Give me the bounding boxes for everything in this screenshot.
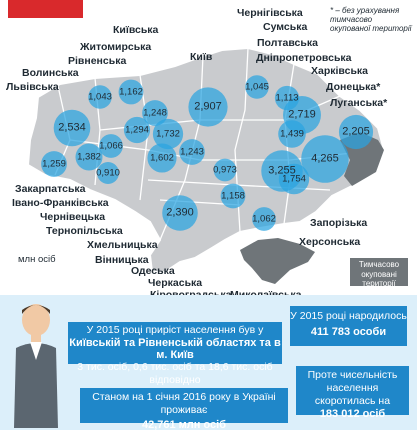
region-name-label: Донецька* bbox=[326, 81, 381, 93]
population-line-2: 42,761 млн осіб bbox=[141, 419, 227, 430]
region-name-label: Сумська bbox=[263, 21, 308, 33]
region-name-label: Київська bbox=[113, 24, 159, 36]
bubble-value-label: 1,294 bbox=[125, 124, 149, 136]
region-name-label: Житомирська bbox=[80, 41, 152, 53]
region-name-label: Хмельницька bbox=[87, 239, 158, 251]
bubble-value-label: 1,439 bbox=[280, 128, 304, 140]
bubble-value-label: 4,265 bbox=[311, 152, 339, 165]
bubble-value-label: 2,205 bbox=[342, 125, 370, 138]
region-name-label: Київ bbox=[190, 51, 213, 63]
population-line-1: Станом на 1 січня 2016 року в Україні проживає bbox=[92, 391, 276, 417]
region-name-label: Закарпатська bbox=[15, 183, 86, 195]
region-name-label: Тернопільська bbox=[46, 225, 123, 237]
decline-info-box bbox=[296, 366, 409, 421]
bubble-value-label: 0,973 bbox=[213, 164, 237, 176]
region-name-label: Чернівецька bbox=[40, 211, 106, 223]
births-line-2: 411 783 особи bbox=[310, 326, 387, 339]
occupied-legend-box bbox=[350, 258, 408, 289]
bubble-value-label: 1,382 bbox=[77, 151, 101, 163]
growth-line-3: 3 тис. осіб, 0,6 тис. осіб та 18,6 тис. осіб відповідно bbox=[77, 361, 273, 387]
unit-label: млн осіб bbox=[18, 254, 56, 265]
bubble-value-label: 1,259 bbox=[42, 158, 66, 170]
region-name-label: Івано-Франківська bbox=[12, 197, 109, 209]
region-name-label: Черкаська bbox=[148, 277, 203, 289]
decline-line-3: 183 012 осіб bbox=[319, 408, 386, 421]
bubble-value-label: 1,045 bbox=[245, 81, 269, 93]
decline-line-1: Проте чисельність населення bbox=[307, 369, 398, 395]
bubble-value-label: 3,255 bbox=[268, 164, 296, 177]
occupied-legend-label: Тимчасово окуповані території bbox=[358, 260, 400, 289]
region-name-label: Одеська bbox=[131, 265, 175, 277]
bubble-value-label: 2,534 bbox=[58, 121, 86, 134]
bubble-value-label: 1,062 bbox=[252, 213, 276, 225]
region-name-label: Львівська bbox=[6, 81, 59, 93]
bubble-value-label: 2,390 bbox=[166, 206, 194, 219]
footnote: * – без урахування тимчасово окупованої території bbox=[330, 6, 412, 34]
person-icon bbox=[12, 298, 60, 428]
bubble-value-label: 1,732 bbox=[156, 128, 180, 140]
births-info-box bbox=[290, 306, 407, 346]
region-name-label: Луганська* bbox=[330, 97, 388, 109]
growth-line-1: У 2015 році приріст населення був у bbox=[86, 324, 264, 336]
bubble-value-label: 1,066 bbox=[99, 140, 123, 152]
decline-line-2: скоротилась на bbox=[314, 395, 391, 408]
region-name-label: Дніпропетровська bbox=[256, 52, 352, 64]
bubble-value-label: 1,248 bbox=[143, 107, 167, 119]
region-name-label: Херсонська bbox=[299, 236, 361, 248]
bubble-value-label: 1,754 bbox=[282, 173, 306, 185]
bubble-value-label: 0,910 bbox=[96, 167, 120, 179]
bubble-value-label: 2,719 bbox=[288, 108, 316, 121]
region-name-label: Полтавська bbox=[257, 37, 318, 49]
growth-info-box bbox=[68, 322, 282, 387]
bubble-value-label: 1,043 bbox=[88, 91, 112, 103]
region-name-label: Волинська bbox=[22, 67, 79, 79]
bubble-value-label: 1,158 bbox=[221, 190, 245, 202]
bubble-value-label: 1,113 bbox=[275, 92, 299, 104]
region-name-label: Запорізька bbox=[310, 217, 368, 229]
region-name-label: Вінницька bbox=[95, 254, 149, 266]
region-name-label: Чернігівська bbox=[237, 7, 303, 19]
bubble-value-label: 1,162 bbox=[119, 86, 143, 98]
bubble-value-label: 1,602 bbox=[150, 152, 174, 164]
growth-line-2: Київській та Рівненській областях та в м. Київ bbox=[69, 337, 281, 362]
region-name-label: Харківська bbox=[311, 65, 369, 77]
bubble-value-label: 1,243 bbox=[180, 146, 204, 158]
population-info-box bbox=[80, 388, 288, 430]
bubble-value-label: 2,907 bbox=[194, 100, 222, 113]
region-name-label: Рівненська bbox=[68, 55, 127, 67]
births-line-1: У 2015 році народилось bbox=[290, 310, 407, 322]
